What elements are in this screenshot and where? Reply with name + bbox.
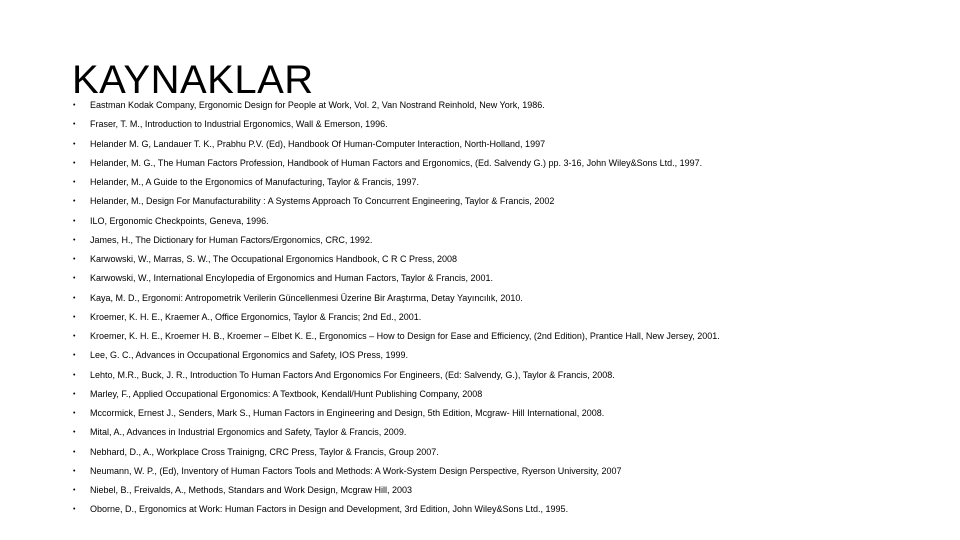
reference-text: Oborne, D., Ergonomics at Work: Human Factors in Design and Development, 3rd Edition, John Wiley&Sons Ltd., 1995. <box>90 504 569 515</box>
bullet-icon: • <box>73 410 76 417</box>
reference-item <box>72 231 932 250</box>
reference-item <box>72 269 932 288</box>
reference-item <box>72 289 932 308</box>
bullet-icon: • <box>73 352 76 360</box>
bullet-icon: • <box>73 121 76 129</box>
reference-item <box>72 115 932 134</box>
bullet-icon: • <box>73 179 76 186</box>
reference-text: Mital, A., Advances in Industrial Ergonomics and Safety, Taylor & Francis, 2009. <box>90 427 407 438</box>
bullet-icon: • <box>73 102 76 109</box>
reference-text: Lee, G. C., Advances in Occupational Ergonomics and Safety, IOS Press, 1999. <box>90 350 409 361</box>
reference-list <box>72 96 932 520</box>
reference-text: Eastman Kodak Company, Ergonomic Design for People at Work, Vol. 2, Van Nostrand Reinhold, New York, 1986. <box>90 100 545 110</box>
bullet-icon: • <box>73 429 76 437</box>
reference-text: Kaya, M. D., Ergonomi: Antropometrik Verilerin Güncellenmesi Üzerine Bir Araştırma, Detay Yayıncılık, 2010. <box>90 292 523 303</box>
bullet-icon: • <box>73 256 76 263</box>
reference-item <box>72 346 932 365</box>
bullet-icon: • <box>73 487 76 494</box>
bullet-icon: • <box>73 467 76 475</box>
reference-item <box>72 404 932 423</box>
bullet-icon: • <box>73 333 76 340</box>
reference-text: Mccormick, Ernest J., Senders, Mark S., Human Factors in Engineering and Design, 5th Edition, Mcgraw- Hill International, 2008. <box>90 408 605 418</box>
reference-text: Fraser, T. M., Introduction to Industrial Ergonomics, Wall & Emerson, 1996. <box>90 119 388 130</box>
reference-text: James, H., The Dictionary for Human Factors/Ergonomics, CRC, 1992. <box>90 234 373 245</box>
reference-item <box>72 327 932 346</box>
bullet-icon: • <box>73 217 76 225</box>
reference-item <box>72 173 932 192</box>
bullet-icon: • <box>73 371 76 379</box>
bullet-icon: • <box>73 448 76 456</box>
reference-item <box>72 250 932 269</box>
reference-item <box>72 308 932 327</box>
bullet-icon: • <box>73 198 76 206</box>
reference-text: Lehto, M.R., Buck, J. R., Introduction To Human Factors And Ergonomics For Engineers, (Ed: Salvendy, G.), Taylor & Francis, 2008. <box>90 369 615 380</box>
reference-text: Helander, M., A Guide to the Ergonomics of Manufacturing, Taylor & Francis, 1997. <box>90 177 420 187</box>
reference-item <box>72 443 932 462</box>
reference-item <box>72 212 932 231</box>
reference-item <box>72 96 932 115</box>
reference-text: Helander, M. G., The Human Factors Profession, Handbook of Human Factors and Ergonomics, (Ed. Salvendy G.) pp. 3-16, John Wiley&Sons Ltd., 1997. <box>90 157 703 168</box>
slide-title: KAYNAKLAR <box>72 58 314 102</box>
reference-text: Kroemer, K. H. E., Kroemer H. B., Kroemer – Elbet K. E., Ergonomics – How to Design for Ease and Efficiency, (2nd Edition), Prantice Hall, New Jersey, 2001. <box>90 331 720 341</box>
bullet-icon: • <box>73 159 76 167</box>
bullet-icon: • <box>73 140 76 148</box>
bullet-icon: • <box>73 390 76 398</box>
reference-text: Neumann, W. P., (Ed), Inventory of Human Factors Tools and Methods: A Work-System Design Perspective, Ryerson University, 2007 <box>90 465 622 476</box>
reference-item <box>72 500 932 519</box>
reference-item <box>72 423 932 442</box>
reference-text: Kroemer, K. H. E., Kraemer A., Office Ergonomics, Taylor & Francis; 2nd Ed., 2001. <box>90 311 422 322</box>
reference-text: ILO, Ergonomic Checkpoints, Geneva, 1996. <box>90 215 269 226</box>
reference-item <box>72 366 932 385</box>
reference-item <box>72 481 932 500</box>
bullet-icon: • <box>73 236 76 244</box>
reference-item <box>72 462 932 481</box>
reference-item <box>72 154 932 173</box>
reference-text: Marley, F., Applied Occupational Ergonomics: A Textbook, Kendall/Hunt Publishing Company, 2008 <box>90 388 483 399</box>
bullet-icon: • <box>73 313 76 321</box>
reference-text: Karwowski, W., Marras, S. W., The Occupational Ergonomics Handbook, C R C Press, 2008 <box>90 254 457 264</box>
bullet-icon: • <box>73 275 76 283</box>
bullet-icon: • <box>73 506 76 514</box>
reference-item <box>72 135 932 154</box>
bullet-icon: • <box>73 294 76 302</box>
reference-text: Helander M. G, Landauer T. K., Prabhu P.V. (Ed), Handbook Of Human-Computer Interaction, North-Holland, 1997 <box>90 138 546 149</box>
reference-text: Niebel, B., Freivalds, A., Methods, Standars and Work Design, Mcgraw Hill, 2003 <box>90 485 412 495</box>
reference-text: Karwowski, W., International Encylopedia of Ergonomics and Human Factors, Taylor & Francis, 2001. <box>90 273 494 284</box>
reference-text: Nebhard, D., A., Workplace Cross Trainigng, CRC Press, Taylor & Francis, Group 2007. <box>90 446 439 457</box>
reference-item <box>72 385 932 404</box>
reference-text: Helander, M., Design For Manufacturability : A Systems Approach To Concurrent Engineering, Taylor & Francis, 2002 <box>90 196 555 207</box>
reference-item <box>72 192 932 211</box>
